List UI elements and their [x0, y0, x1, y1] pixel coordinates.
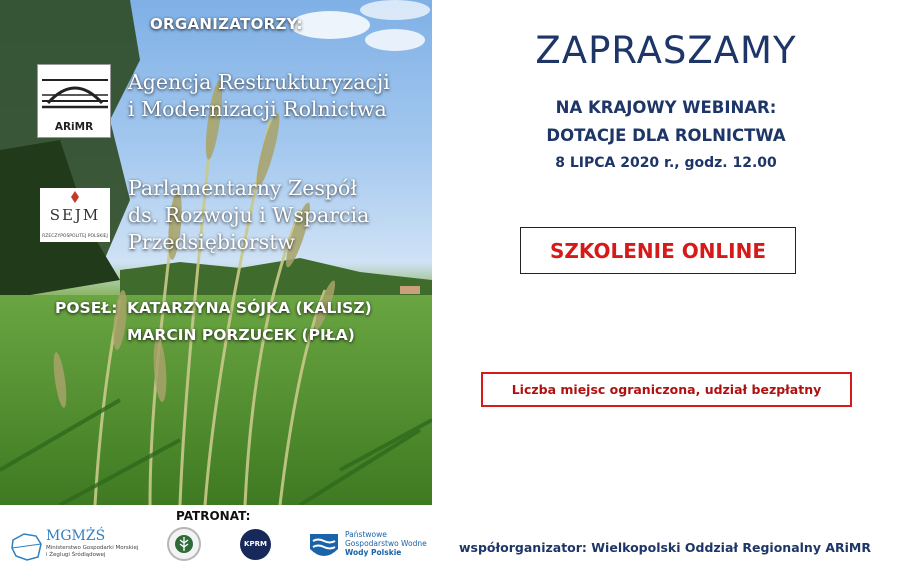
pgw-line: Państwowe — [345, 530, 387, 539]
mgmzs-logo — [10, 528, 160, 566]
online-training-badge — [520, 227, 796, 274]
wody-polskie-text — [345, 530, 427, 557]
sejm-logo — [40, 188, 110, 242]
arimr-emblem-icon — [38, 65, 112, 115]
sejm-name-line: ds. Rozwoju i Wsparcia — [128, 203, 370, 227]
kprm-label: KPRM — [244, 540, 267, 548]
mgmzs-desc-line: Ministerstwo Gospodarki Morskiej — [46, 545, 139, 551]
webinar-topic: DOTACJE DLA ROLNICTWA — [546, 126, 786, 145]
sejm-name — [128, 175, 369, 256]
invitation-title: ZAPRASZAMY — [535, 29, 797, 72]
arimr-name — [128, 69, 390, 123]
pgw-line-bold: Wody Polskie — [345, 548, 402, 557]
water-waves-icon — [307, 529, 341, 563]
webinar-subtitle: NA KRAJOWY WEBINAR: — [555, 98, 777, 117]
sejm-logo-label: SEJM — [49, 206, 101, 224]
mp-name: MARCIN PORZUCEK (PIŁA) — [127, 326, 355, 344]
sejm-logo-sub: RZECZYPOSPOLITEJ POLSKIEJ — [42, 234, 108, 239]
event-date: 8 LIPCA 2020 r., godz. 12.00 — [555, 155, 777, 171]
background-photo — [0, 0, 432, 505]
arimr-logo — [37, 64, 111, 138]
wheat-emblem-icon — [169, 529, 199, 559]
pgw-line: Gospodarstwo Wodne — [345, 539, 427, 548]
seats-limited-notice — [481, 372, 852, 407]
poland-map-icon — [10, 530, 44, 564]
organizers-heading: ORGANIZATORZY: — [150, 15, 303, 33]
pgw-line — [345, 548, 427, 557]
wody-polskie-logo — [307, 528, 437, 564]
mgmzs-desc-line: i Żeglugi Śródlądowej — [46, 552, 106, 558]
co-organizer: współorganizator: Wielkopolski Oddział Regionalny ARiMR — [459, 540, 871, 555]
mgmzs-name: MGMŻŚ — [46, 528, 106, 544]
arimr-name-line: i Modernizacji Rolnictwa — [128, 97, 387, 121]
kprm-logo — [240, 529, 271, 560]
arimr-logo-label: ARiMR — [54, 121, 94, 133]
posel-label: POSEŁ: — [55, 299, 118, 317]
patronage-heading: PATRONAT: — [176, 509, 251, 523]
seats-limited-label: Liczba miejsc ograniczona, udział bezpłatny — [511, 382, 822, 397]
sejm-name-line: Przedsiębiorstw — [128, 230, 295, 254]
online-training-label: SZKOLENIE ONLINE — [549, 238, 767, 263]
sejm-name-line: Parlamentarny Zespół — [128, 176, 358, 200]
agriculture-ministry-logo — [167, 527, 201, 561]
arimr-name-line: Agencja Restrukturyzacji — [128, 70, 390, 94]
sejm-emblem-icon — [40, 188, 110, 206]
mp-name: KATARZYNA SÓJKA (KALISZ) — [127, 299, 372, 317]
mgmzs-description — [46, 545, 138, 559]
